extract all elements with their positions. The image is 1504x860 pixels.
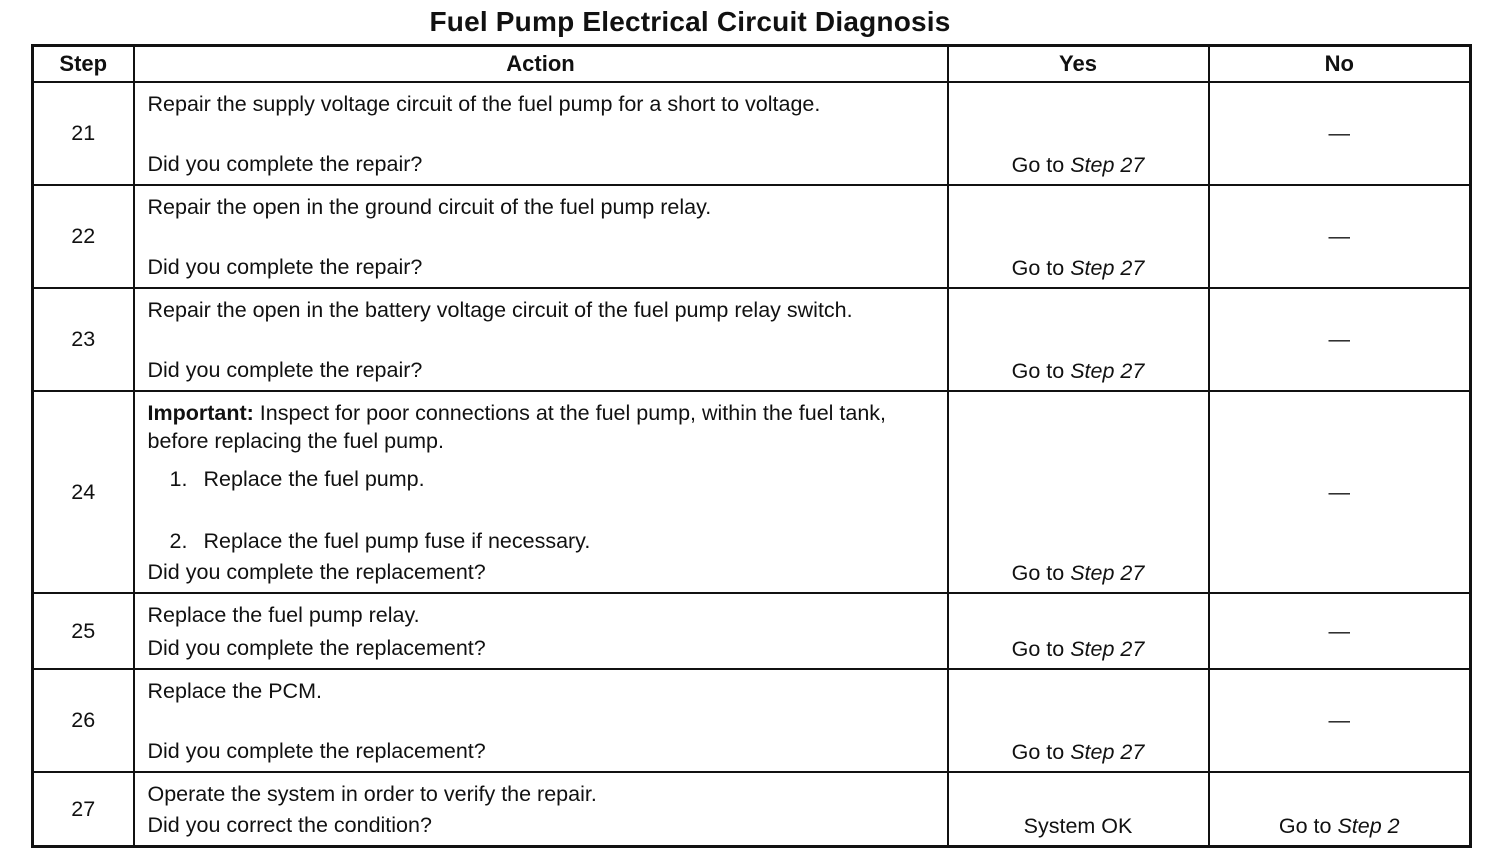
yes-cell xyxy=(948,669,1209,772)
yes-prefix: Go to xyxy=(1011,740,1071,764)
action-instruction: Repair the open in the ground circuit of the fuel pump relay. xyxy=(147,195,712,219)
step-number: 22 xyxy=(33,185,134,288)
table-row xyxy=(33,82,1471,185)
yes-step-reference: Step 27 xyxy=(1070,637,1145,661)
yes-prefix: Go to xyxy=(1011,153,1071,177)
list-item-text: Replace the fuel pump fuse if necessary. xyxy=(203,528,591,553)
list-item-number: 2. xyxy=(169,528,188,553)
yes-step-reference: Step 27 xyxy=(1070,561,1145,585)
yes-cell xyxy=(948,288,1209,391)
yes-cell xyxy=(948,82,1209,185)
action-cell xyxy=(134,669,948,772)
list-item xyxy=(170,527,935,555)
no-prefix: Go to xyxy=(1278,814,1338,838)
action-instruction: Repair the supply voltage circuit of the fuel pump for a short to voltage. xyxy=(147,92,821,116)
table-row xyxy=(33,772,1471,847)
important-label: Important: xyxy=(147,401,254,425)
yes-step-reference: Step 27 xyxy=(1070,359,1145,383)
table-row xyxy=(33,593,1471,669)
yes-prefix: Go to xyxy=(1011,637,1071,661)
yes-step-reference: Step 27 xyxy=(1070,740,1145,764)
table-row xyxy=(33,288,1471,391)
no-cell: — xyxy=(1209,288,1471,391)
action-cell xyxy=(134,772,948,847)
action-cell xyxy=(134,185,948,288)
no-step-reference: Step 2 xyxy=(1337,814,1400,838)
action-question: Did you complete the repair? xyxy=(147,152,423,176)
step-number: 21 xyxy=(33,82,134,185)
no-cell: — xyxy=(1209,82,1471,185)
table-header-row xyxy=(33,46,1471,83)
step-number: 24 xyxy=(33,391,134,593)
page-title: Fuel Pump Electrical Circuit Diagnosis xyxy=(429,6,951,37)
important-text: Inspect for poor connections at the fuel pump, within the fuel tank, before replacing the fuel pump. xyxy=(147,401,887,453)
header-yes: Yes xyxy=(948,46,1209,83)
step-number: 25 xyxy=(33,593,134,669)
step-number: 23 xyxy=(33,288,134,391)
yes-cell: System OK xyxy=(948,772,1209,847)
table-row xyxy=(33,669,1471,772)
yes-cell xyxy=(948,391,1209,593)
header-no: No xyxy=(1209,46,1471,83)
yes-prefix: Go to xyxy=(1011,359,1071,383)
step-list xyxy=(148,465,935,555)
header-step: Step xyxy=(33,46,134,83)
yes-cell xyxy=(948,185,1209,288)
header-action: Action xyxy=(134,46,948,83)
diagnosis-table xyxy=(31,44,1472,848)
step-number: 26 xyxy=(33,669,134,772)
yes-prefix: Go to xyxy=(1011,561,1071,585)
yes-prefix: Go to xyxy=(1011,256,1071,280)
no-cell: — xyxy=(1209,391,1471,593)
list-item-text: Replace the fuel pump. xyxy=(203,466,425,491)
list-item xyxy=(170,465,935,493)
action-instruction: Replace the PCM. xyxy=(147,679,322,703)
action-cell xyxy=(134,288,948,391)
yes-step-reference: Step 27 xyxy=(1070,153,1145,177)
action-cell xyxy=(134,82,948,185)
yes-step-reference: Step 27 xyxy=(1070,256,1145,280)
action-cell xyxy=(134,593,948,669)
step-number: 27 xyxy=(33,772,134,847)
action-instruction: Repair the open in the battery voltage circuit of the fuel pump relay switch. xyxy=(147,298,853,322)
action-question: Did you complete the replacement? xyxy=(147,739,486,763)
action-question: Did you complete the repair? xyxy=(147,358,423,382)
table-row xyxy=(33,391,1471,593)
yes-cell xyxy=(948,593,1209,669)
list-item-number: 1. xyxy=(169,466,188,491)
table-row xyxy=(33,185,1471,288)
action-cell xyxy=(134,391,948,593)
no-cell: — xyxy=(1209,669,1471,772)
action-question: Did you complete the replacement? xyxy=(147,636,486,660)
no-cell: — xyxy=(1209,593,1471,669)
action-instruction xyxy=(148,399,935,455)
action-question: Did you complete the replacement? xyxy=(147,560,486,584)
action-question: Did you complete the repair? xyxy=(147,255,423,279)
no-cell xyxy=(1209,772,1471,847)
no-cell: — xyxy=(1209,185,1471,288)
action-instruction: Replace the fuel pump relay. xyxy=(147,603,420,627)
action-question: Did you correct the condition? xyxy=(147,813,432,837)
action-instruction: Operate the system in order to verify the repair. xyxy=(147,782,597,806)
